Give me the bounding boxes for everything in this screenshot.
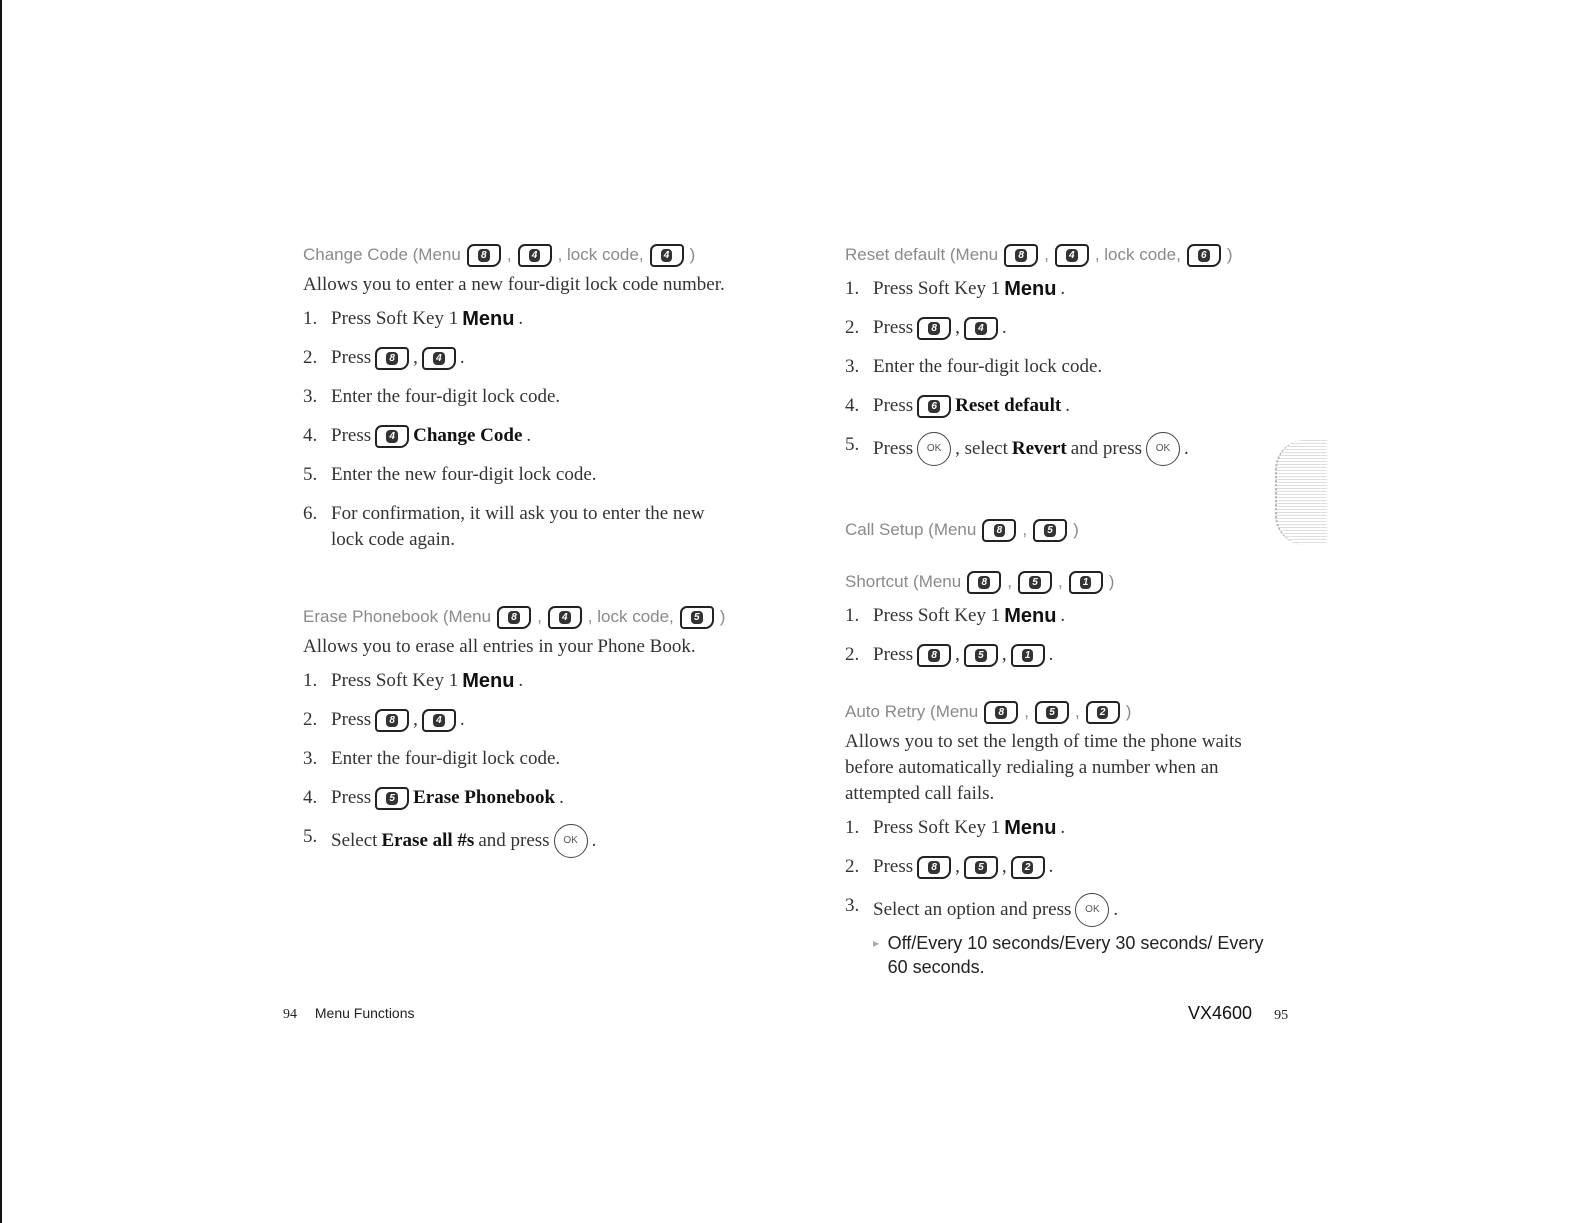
footer-right (1188, 1003, 1288, 1024)
ok-button-icon: OK (1075, 893, 1109, 927)
step (303, 501, 733, 553)
key-1-icon: 1 (1011, 644, 1045, 667)
step-text: Press Soft Key 1 (331, 670, 459, 691)
step-text: Press (331, 347, 372, 368)
section-spacer (845, 479, 1275, 515)
heading-text: , lock code, (587, 607, 674, 626)
key-4-icon: 4 (422, 709, 456, 732)
steps-list (303, 306, 733, 553)
step: 2. Press 8 , 5 , 2 . (845, 854, 1275, 880)
key-5-icon: 5 (680, 606, 714, 629)
step (845, 815, 1275, 841)
step: 2. Press 8 , 5 , 1 . (845, 642, 1275, 668)
key-8-icon: 8 (967, 571, 1001, 594)
key-6-icon: 6 (1187, 244, 1221, 267)
step-number: 4. (303, 787, 318, 808)
section-heading-shortcut: Shortcut (Menu 8 , 5 , 1 ) (845, 567, 1275, 597)
step-text: Enter the four-digit lock code. (331, 386, 561, 407)
step-number: 2. (845, 856, 860, 877)
step-text: . (518, 670, 524, 691)
step-text: . (1048, 644, 1054, 665)
step: 2. Press 8 , 4 . (303, 707, 733, 733)
section-heading-call-setup: Call Setup (Menu 8 , 5 ) (845, 515, 1275, 545)
key-1-icon: 1 (1069, 571, 1103, 594)
step-text: Press (331, 787, 372, 808)
step-text: Select an option and press (873, 899, 1072, 920)
key-2-icon: 2 (1011, 856, 1045, 879)
steps-list (845, 276, 1275, 466)
step-number: 2. (303, 709, 318, 730)
key-6-icon: 6 (917, 395, 951, 418)
right-page (845, 240, 1275, 979)
key-5-icon: 5 (1033, 519, 1067, 542)
section-heading-change-code (303, 240, 733, 270)
step-text: Select (331, 830, 378, 851)
step-number: 3. (303, 386, 318, 407)
step-text: For confirmation, it will ask you to enter the new lock code again. (331, 503, 705, 550)
step (303, 824, 733, 858)
section-description: Allows you to set the length of time the phone waits before automatically redialing a number when an attempted call fails. (845, 731, 1242, 804)
step-text: . (1060, 817, 1066, 838)
step-text: and press (1070, 438, 1142, 459)
steps-list (303, 668, 733, 858)
model-name: VX4600 (1188, 1003, 1253, 1023)
step-text: and press (478, 830, 550, 851)
key-8-icon: 8 (982, 519, 1016, 542)
options-text: Off/Every 10 seconds/Every 30 seconds/ Every 60 seconds. (887, 933, 1264, 977)
step-text: . (526, 425, 532, 446)
step-text: Press (873, 395, 914, 416)
key-8-icon: 8 (467, 244, 501, 267)
step-number: 5. (303, 464, 318, 485)
step-text: . (459, 347, 465, 368)
key-8-icon: 8 (917, 856, 951, 879)
key-8-icon: 8 (917, 317, 951, 340)
step-number: 2. (303, 347, 318, 368)
step-text: . (1065, 395, 1070, 416)
step-number: 2. (845, 644, 860, 665)
step (303, 785, 733, 811)
step-bold: Erase Phonebook (413, 787, 556, 808)
step (303, 306, 733, 332)
heading-text: , lock code, (1094, 245, 1181, 264)
step (303, 384, 733, 410)
key-8-icon: 8 (375, 709, 409, 732)
heading-text: Change Code (Menu (303, 245, 461, 264)
step-text: . (459, 709, 465, 730)
section-heading-auto-retry: Auto Retry (Menu 8 , 5 , 2 ) (845, 697, 1275, 727)
step: 2. Press 8 , 4 . (303, 345, 733, 371)
section-heading-erase-phonebook (303, 602, 733, 632)
step-number: 1. (845, 278, 860, 299)
footer-left (283, 1005, 415, 1023)
step-number: 3. (845, 895, 860, 916)
step-number: 1. (303, 670, 318, 691)
heading-text: ) (719, 607, 726, 626)
section-description: Allows you to enter a new four-digit lock code number. (303, 274, 725, 295)
step (845, 354, 1275, 380)
steps-list (845, 815, 1275, 927)
step-text: . (1183, 438, 1189, 459)
step-bold: Menu (1004, 605, 1057, 627)
step-number: 1. (845, 817, 860, 838)
step-text: . (1060, 278, 1066, 299)
step (845, 432, 1275, 466)
step-text: Press (873, 317, 914, 338)
step-number: 1. (845, 605, 860, 626)
step-bold: Menu (462, 308, 515, 330)
step-text: Press Soft Key 1 (873, 278, 1001, 299)
step-number: 2. (845, 317, 860, 338)
key-8-icon: 8 (984, 701, 1018, 724)
heading-text: ) (1108, 572, 1115, 591)
left-page (303, 240, 733, 871)
footer-label: Menu Functions (314, 1005, 415, 1021)
key-8-icon: 8 (375, 347, 409, 370)
ok-button-icon: OK (554, 824, 588, 858)
key-4-icon: 4 (1055, 244, 1089, 267)
heading-text: ) (689, 245, 696, 264)
step-text: . (591, 830, 597, 851)
heading-text: ) (1226, 245, 1233, 264)
step-text: . (1060, 605, 1066, 626)
heading-text: , lock code, (557, 245, 644, 264)
key-4-icon: 4 (548, 606, 582, 629)
step-number: 4. (845, 395, 860, 416)
key-8-icon: 8 (917, 644, 951, 667)
step-number: 1. (303, 308, 318, 329)
step-text: Enter the new four-digit lock code. (331, 464, 597, 485)
key-5-icon: 5 (964, 644, 998, 667)
heading-text: Call Setup (Menu (845, 520, 977, 539)
step (303, 668, 733, 694)
step-bold: Change Code (413, 425, 523, 446)
step-text: Press Soft Key 1 (331, 308, 459, 329)
step (303, 462, 733, 488)
step-bold: Erase all #s (381, 830, 475, 851)
step-text: . (1001, 317, 1007, 338)
step-text: . (518, 308, 524, 329)
key-4-icon: 4 (422, 347, 456, 370)
heading-text: Erase Phonebook (Menu (303, 607, 492, 626)
step-text: . (559, 787, 564, 808)
heading-text: ) (1125, 702, 1132, 721)
ok-button-icon: OK (917, 432, 951, 466)
step (303, 746, 733, 772)
heading-text: Auto Retry (Menu (845, 702, 979, 721)
step (845, 603, 1275, 629)
section-description: Allows you to erase all entries in your Phone Book. (303, 636, 696, 657)
step: 2. Press 8 , 4 . (845, 315, 1275, 341)
step-text: Press (331, 709, 372, 730)
step-bold: Menu (1004, 278, 1057, 300)
step (845, 276, 1275, 302)
step-text: . (1048, 856, 1054, 877)
key-4-icon: 4 (964, 317, 998, 340)
key-2-icon: 2 (1086, 701, 1120, 724)
thumb-index-tab-icon (1275, 440, 1327, 545)
page-number: 95 (1274, 1008, 1289, 1023)
step-text: , select (955, 438, 1008, 459)
heading-text: ) (1073, 520, 1079, 539)
key-5-icon: 5 (1018, 571, 1052, 594)
key-4-icon: 4 (518, 244, 552, 267)
heading-text: Shortcut (Menu (845, 572, 962, 591)
key-4-icon: 4 (650, 244, 684, 267)
steps-list (845, 603, 1275, 668)
step-number: 4. (303, 425, 318, 446)
key-5-icon: 5 (375, 787, 409, 810)
key-8-icon: 8 (1004, 244, 1038, 267)
step-text: Press Soft Key 1 (873, 817, 1001, 838)
step (845, 893, 1275, 927)
section-spacer (303, 566, 733, 602)
section-heading-reset-default: Reset default (Menu 8 , 4 , lock code, 6 ) (845, 240, 1275, 270)
step-number: 6. (303, 503, 318, 524)
step-text: . (1113, 899, 1119, 920)
step-bold: Menu (1004, 817, 1057, 839)
options-bullet (873, 931, 1275, 979)
heading-separator: , (537, 607, 542, 626)
step-bold: Reset default (955, 395, 1062, 416)
key-4-icon: 4 (375, 425, 409, 448)
ok-button-icon: OK (1146, 432, 1180, 466)
arrow-bullet-icon: ▸ (873, 936, 880, 950)
heading-text: Reset default (Menu (845, 245, 999, 264)
key-5-icon: 5 (1035, 701, 1069, 724)
heading-separator: , (506, 245, 512, 264)
key-8-icon: 8 (497, 606, 531, 629)
step-text: Press (873, 856, 914, 877)
step-text: Press Soft Key 1 (873, 605, 1001, 626)
step-bold: Revert (1011, 438, 1067, 459)
step-number: 3. (303, 748, 318, 769)
page-number: 94 (283, 1007, 297, 1022)
step-text: Enter the four-digit lock code. (331, 748, 561, 769)
step-text: Enter the four-digit lock code. (873, 356, 1103, 377)
step-number: 3. (845, 356, 860, 377)
step (845, 393, 1275, 419)
step-number: 5. (845, 434, 860, 455)
scan-edge-line (0, 0, 2, 1223)
step-text: Press (873, 438, 914, 459)
step-text: Press (873, 644, 914, 665)
step-bold: Menu (462, 670, 515, 692)
step-number: 5. (303, 826, 318, 847)
key-5-icon: 5 (964, 856, 998, 879)
step (303, 423, 733, 449)
step-text: Press (331, 425, 372, 446)
